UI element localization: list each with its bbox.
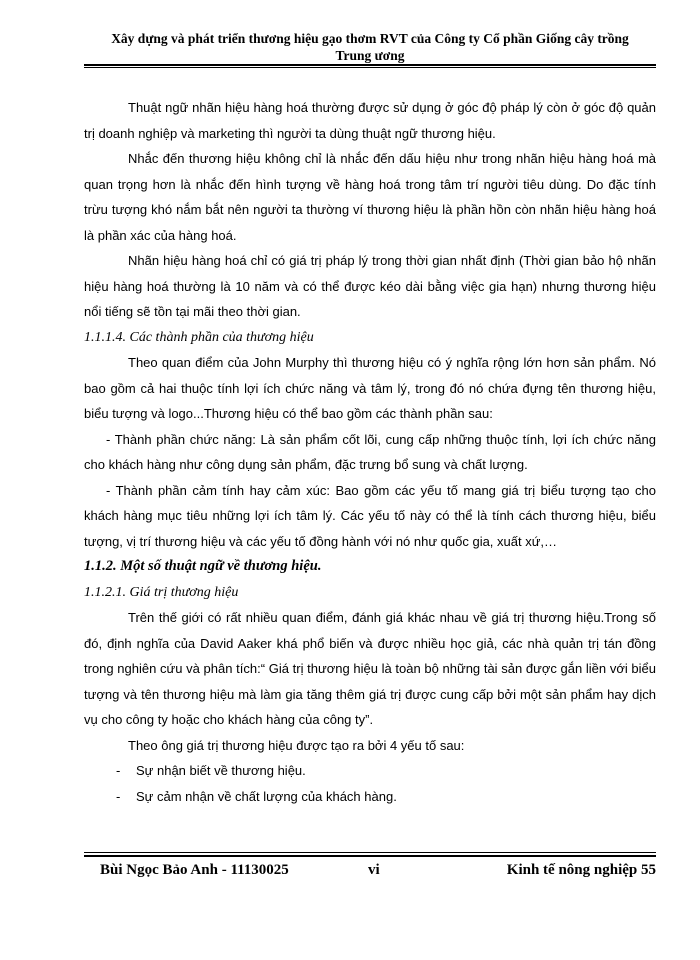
section-heading-1121: 1.1.2.1. Giá trị thương hiệu: [84, 584, 239, 600]
dash-item-functional: - Thành phần chức năng: Là sản phẩm cốt lõi, cung cấp những thuộc tính, lợi ích chức năng cho khách hàng như công dụng sản phẩm, đặc trưng bổ sung và chất lượng.: [84, 431, 656, 472]
header-rule: [84, 64, 656, 66]
bullet-dash: -: [116, 763, 121, 778]
paragraph: Theo quan điểm của John Murphy thì thương hiệu có ý nghĩa rộng lớn hơn sản phẩm. Nó bao gồm cả hai thuộc tính lợi ích chức năng và tâm lý, trong đó nó chứa đựng tên thương hiệu, biểu tượng và logo...Thương hiệu có thể bao gồm các thành phần sau:: [84, 355, 656, 421]
section-heading-1114: 1.1.1.4. Các thành phần của thương hiệu: [84, 329, 314, 345]
dash-item-emotional: - Thành phần cảm tính hay cảm xúc: Bao gồm các yếu tố mang giá trị biểu tượng tạo cho khách hàng mục tiêu những lợi ích tâm lý. Các yếu tố này có thể là tính cách thương hiệu, biểu tượng, vị trí thương hiệu và các yếu tố đồng hành với nó như quốc gia, xuất xứ,…: [84, 482, 656, 549]
footer-author: Bùi Ngọc Bảo Anh - 11130025: [100, 862, 289, 878]
list-item: [84, 784, 656, 810]
footer-rule-thin: [84, 852, 656, 853]
paragraph: Theo ông giá trị thương hiệu được tạo ra bởi 4 yếu tố sau:: [128, 737, 465, 753]
section-heading-112: 1.1.2. Một số thuật ngữ về thương hiệu.: [84, 558, 322, 574]
bullet-dash: -: [116, 788, 121, 804]
paragraph: Nhắc đến thương hiệu không chỉ là nhắc đến dấu hiệu như trong nhãn hiệu hàng hoá mà quan trọng hơn là nhắc đến hình tượng về hàng hoá trong tâm trí người tiêu dùng. Do đặc tính trừu tượng khó nắm bắt nên người ta thường ví thương hiệu là phần hồn còn nhãn hiệu hàng hoá là phần xác của hàng hoá.: [84, 151, 656, 243]
footer-rule: [84, 855, 656, 857]
list-item-text: Sự nhận biết về thương hiệu.: [136, 763, 306, 778]
header-rule-thin: [84, 67, 656, 68]
running-footer: [100, 862, 656, 882]
list-item-text: Sự cảm nhận về chất lượng của khách hàng.: [136, 788, 397, 804]
paragraph: Nhãn hiệu hàng hoá chỉ có giá trị pháp lý trong thời gian nhất định (Thời gian bảo hộ nhãn hiệu hàng hoá thường là 10 năm và có thể được kéo dài bằng việc gia hạn) nhưng thương hiệu nổi tiếng sẽ tồn tại mãi theo thời gian.: [84, 253, 656, 319]
paragraph: Trên thế giới có rất nhiều quan điểm, đánh giá khác nhau về giá trị thương hiệu.Trong số đó, định nghĩa của David Aaker khá phổ biến và được nhiều học giả, các nhà quản trị tán đồng trong nghiên cứu và phân tích:“ Giá trị thương hiệu là toàn bộ những tài sản được gắn liền với biểu tượng và tên thương hiệu mà làm gia tăng thêm giá trị được cung cấp bởi một sản phẩm hay dịch vụ cho công ty hoặc cho khách hàng của công ty”.: [84, 610, 656, 727]
running-header: [84, 30, 656, 64]
page-body: [84, 95, 656, 809]
header-title-line-1: Xây dựng và phát triển thương hiệu gạo thơm RVT của Công ty Cổ phần Giống cây trồng: [111, 31, 629, 46]
paragraph: Thuật ngữ nhãn hiệu hàng hoá thường được sử dụng ở góc độ pháp lý còn ở góc độ quản trị doanh nghiệp và marketing thì người ta dùng thuật ngữ thương hiệu.: [84, 100, 656, 141]
footer-class: Kinh tế nông nghiệp 55: [506, 862, 656, 878]
list-item: [84, 758, 656, 784]
footer-page-number: vi: [368, 862, 380, 878]
header-title-line-2: Trung ương: [335, 48, 405, 63]
